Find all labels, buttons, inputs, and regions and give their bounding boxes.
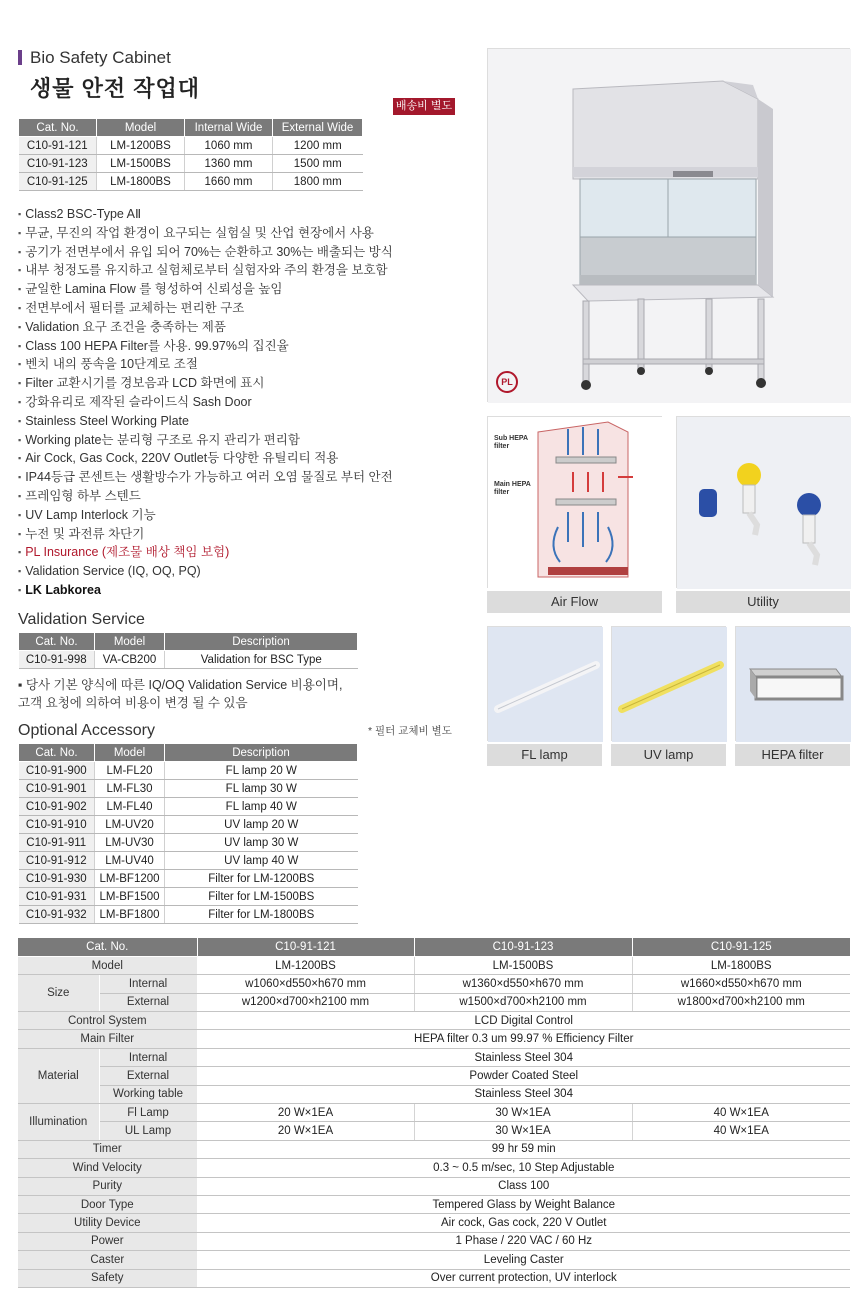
accessory-table: Cat. No. Model Description C10-91-900 LM-FL20 FL lamp 20 W C10-91-901 LM-FL30 FL lamp 30 W C10-91-902 LM-FL40 FL lamp 40 W C10-91-910 LM-UV20 UV lamp 20 W C10-91-911 LM-UV30 UV lamp 30 W C10-91-912 LM-UV40 UV lamp 40 W C10-91-930 LM-BF1200 Filter for LM-1200BS C10-91-931 LM-BF1500 Filter for LM-1500BS C10-91-932 LM-BF1800 Filter for LM-1800BS (18, 743, 358, 924)
table-row: Working table Stainless Steel 304 (18, 1085, 850, 1103)
list-item: ▪ 벤치 내의 풍속을 10단계로 조절 (18, 355, 458, 374)
table-row: Utility Device Air cock, Gas cock, 220 V Outlet (18, 1214, 850, 1232)
feature-list (18, 205, 458, 600)
list-item: ▪ Class 100 HEPA Filter를 사용. 99.97%의 집진율 (18, 337, 458, 356)
table-row: C10-91-910 LM-UV20 UV lamp 20 W (19, 816, 358, 834)
hepa-filter-illustration (736, 627, 851, 742)
table-row: Door Type Tempered Glass by Weight Balance (18, 1195, 850, 1213)
table-row: Timer 99 hr 59 min (18, 1140, 850, 1158)
list-item-brand: ▪ LK Labkorea (18, 581, 458, 600)
hepa-filter-caption: HEPA filter (735, 744, 850, 766)
airflow-caption: Air Flow (487, 591, 662, 613)
table-row: C10-91-930 LM-BF1200 Filter for LM-1200BS (19, 870, 358, 888)
list-item: ▪ 균일한 Lamina Flow 를 형성하여 신뢰성을 높임 (18, 280, 458, 299)
table-row: Wind Velocity 0.3 ~ 0.5 m/sec, 10 Step Adjustable (18, 1159, 850, 1177)
cabinet-photo (487, 48, 850, 402)
list-item: ▪ Validation Service (IQ, OQ, PQ) (18, 562, 458, 581)
list-item: ▪ IP44등급 콘센트는 생활방수가 가능하고 여러 오염 물질로 부터 안전 (18, 468, 458, 487)
list-item-pl-insurance: ▪ PL Insurance (제조물 배상 책임 보험) (18, 543, 458, 562)
diagram-label-sub: Sub HEPA filter (494, 435, 528, 450)
table-row: UL Lamp 20 W×1EA 30 W×1EA 40 W×1EA (18, 1122, 850, 1140)
table-row: C10-91-931 LM-BF1500 Filter for LM-1500BS (19, 888, 358, 906)
table-row: C10-91-901 LM-FL30 FL lamp 30 W (19, 780, 358, 798)
list-item: ▪ 내부 청정도를 유지하고 실험체로부터 실험자와 주의 환경을 보호함 (18, 261, 458, 280)
table-row: Control System LCD Digital Control (18, 1012, 850, 1030)
col-cat-no: Cat. No. (19, 119, 97, 137)
diagram-label-main: Main HEPA filter (494, 481, 531, 496)
list-item: ▪ 공기가 전면부에서 유입 되어 70%는 순환하고 30%는 배출되는 방식 (18, 243, 458, 262)
fl-lamp-photo (487, 626, 602, 741)
accessory-title: Optional Accessory (18, 722, 155, 739)
validation-note-2: 고객 요청에 의하여 비용이 변경 될 수 있음 (18, 696, 248, 710)
table-row: Caster Leveling Caster (18, 1251, 850, 1269)
uv-lamp-photo (611, 626, 726, 741)
table-row: C10-91-998 VA-CB200 Validation for BSC Type (19, 651, 358, 669)
col-model: Model (97, 119, 185, 137)
list-item: ▪ Filter 교환시기를 경보음과 LCD 화면에 표시 (18, 374, 458, 393)
validation-table: Cat. No. Model Description C10-91-998 VA-CB200 Validation for BSC Type (18, 632, 358, 669)
table-row: Power 1 Phase / 220 VAC / 60 Hz (18, 1232, 850, 1250)
utility-photo (676, 416, 850, 588)
table-row: Size Internal w1060×d550×h670 mm w1360×d550×h670 mm w1660×d550×h670 mm (18, 975, 850, 993)
table-row: C10-91-125 LM-1800BS 1660 mm 1800 mm (19, 173, 363, 191)
list-item: ▪ 누전 및 과전류 차단기 (18, 525, 458, 544)
validation-note-1: ▪ 당사 기본 양식에 따른 IQ/OQ Validation Service 비용이며, (18, 678, 343, 692)
utility-illustration (677, 417, 851, 589)
validation-title: Validation Service (18, 611, 145, 628)
utility-caption: Utility (676, 591, 850, 613)
table-row: C10-91-123 LM-1500BS 1360 mm 1500 mm (19, 155, 363, 173)
table-row: C10-91-902 LM-FL40 FL lamp 40 W (19, 798, 358, 816)
pl-mark-icon: PL (496, 371, 518, 393)
list-item: ▪ Validation 요구 조건을 충족하는 제품 (18, 318, 458, 337)
table-row: C10-91-900 LM-FL20 FL lamp 20 W (19, 762, 358, 780)
hepa-filter-photo (735, 626, 850, 741)
list-item: ▪ Working plate는 분리형 구조로 유지 관리가 편리함 (18, 431, 458, 450)
table-row: C10-91-932 LM-BF1800 Filter for LM-1800BS (19, 906, 358, 924)
col-internal: Internal Wide (185, 119, 273, 137)
table-row: External Powder Coated Steel (18, 1067, 850, 1085)
spec-table (18, 938, 850, 1288)
validation-notes (18, 676, 342, 712)
table-row: C10-91-912 LM-UV40 UV lamp 40 W (19, 852, 358, 870)
list-item: ▪ UV Lamp Interlock 기능 (18, 506, 458, 525)
list-item: ▪ 프레임형 하부 스텐드 (18, 487, 458, 506)
airflow-photo (487, 416, 662, 588)
fl-lamp-caption: FL lamp (487, 744, 602, 766)
catalog-table (18, 118, 363, 191)
fl-lamp-illustration (488, 627, 603, 742)
list-item: ▪ 무균, 무진의 작업 환경이 요구되는 실험실 및 산업 현장에서 사용 (18, 224, 458, 243)
uv-lamp-illustration (612, 627, 727, 742)
table-row: Illumination Fl Lamp 20 W×1EA 30 W×1EA 40 W×1EA (18, 1104, 850, 1122)
list-item: ▪ 강화유리로 제작된 슬라이드식 Sash Door (18, 393, 458, 412)
table-row: C10-91-911 LM-UV30 UV lamp 30 W (19, 834, 358, 852)
table-row: Cat. No. C10-91-121 C10-91-123 C10-91-125 (18, 938, 850, 956)
cabinet-illustration (488, 49, 851, 403)
col-external: External Wide (273, 119, 363, 137)
table-row: C10-91-121 LM-1200BS 1060 mm 1200 mm (19, 137, 363, 155)
list-item: ▪ Air Cock, Gas Cock, 220V Outlet등 다양한 유틸리티 적용 (18, 449, 458, 468)
table-row: Main Filter HEPA filter 0.3 um 99.97 % Efficiency Filter (18, 1030, 850, 1048)
list-item: ▪ Class2 BSC-Type AⅡ (18, 205, 458, 224)
list-item: ▪ 전면부에서 필터를 교체하는 편리한 구조 (18, 299, 458, 318)
table-row: Material Internal Stainless Steel 304 (18, 1048, 850, 1066)
table-row: Safety Over current protection, UV interlock (18, 1269, 850, 1287)
uv-lamp-caption: UV lamp (611, 744, 726, 766)
title-korean: 생물 안전 작업대 (30, 76, 200, 101)
title-accent-bar (18, 50, 22, 65)
table-row: External w1200×d700×h2100 mm w1500×d700×h2100 mm w1800×d700×h2100 mm (18, 993, 850, 1011)
list-item: ▪ Stainless Steel Working Plate (18, 412, 458, 431)
table-row: Purity Class 100 (18, 1177, 850, 1195)
title-english: Bio Safety Cabinet (30, 48, 171, 67)
table-row: Model LM-1200BS LM-1500BS LM-1800BS (18, 956, 850, 974)
shipping-badge: 배송비 별도 (393, 98, 455, 115)
filter-fee-note: * 필터 교체비 별도 (368, 725, 452, 737)
